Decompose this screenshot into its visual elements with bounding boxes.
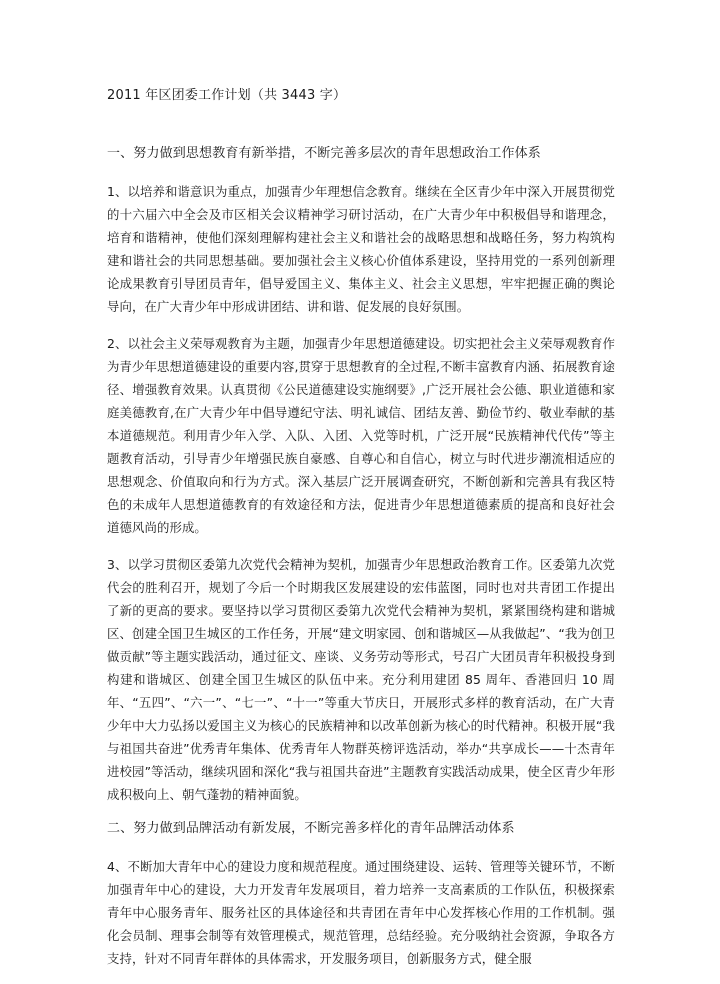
paragraph-4: 4、不断加大青年中心的建设力度和规范程度。通过围绕建设、运转、管理等关键环节，不断加强青年中心的建设，大力开发青年发展项目，着力培养一支高素质的工作队伍，积极探索青年中心服务青年、服务社区的具体途径和共青团在青年中心发挥核心作用的工作机制。强化会员制、理事会制等有效管理模式，规范管理，总结经验。充分吸纳社会资源，争取各方支持，针对不同青年群体的具体需求，开发服务项目，创新服务方式，健全服 [107, 859, 615, 966]
paragraph-2: 2、以社会主义荣辱观教育为主题，加强青少年思想道德建设。切实把社会主义荣辱观教育作为青少年思想道德建设的重要内容,贯穿于思想教育的全过程,不断丰富教育内涵、拓展教育途径、增强教育效果。认真贯彻《公民道德建设实施纲要》,广泛开展社会公德、职业道德和家庭美德教育,在广大青少年中倡导遵纪守法、明礼诚信、团结友善、勤俭节约、敬业奉献的基本道德规范。利用青少年入学、入队、入团、入党等时机，广泛开展“民族精神代代传”等主题教育活动，引导青少年增强民族自豪感、自尊心和自信心，树立与时代进步潮流相适应的思想观念、价值取向和行为方式。深入基层广泛开展调查研究，不断创新和完善具有我区特色的未成年人思想道德教育的有效途径和方法，促进青少年思想道德素质的提高和良好社会道德风尚的形成。 [107, 336, 615, 535]
document-body [107, 145, 615, 984]
section-1-heading: 一、努力做到思想教育有新举措，不断完善多层次的青年思想政治工作体系 [107, 146, 541, 161]
paragraph-3: 3、以学习贯彻区委第九次党代会精神为契机，加强青少年思想政治教育工作。区委第九次党代会的胜利召开，规划了今后一个时期我区发展建设的宏伟蓝图，同时也对共青团工作提出了新的更高的要求。要坚持以学习贯彻区委第九次党代会精神为契机，紧紧围绕构建和谐城区、创建全国卫生城区的工作任务，开展“建文明家园、创和谐城区—从我做起”、“我为创卫做贡献”等主题实践活动，通过征文、座谈、义务劳动等形式，号召广大团员青年积极投身到构建和谐城区、创建全国卫生城区的队伍中来。充分利用建团 85 周年、香港回归 10 周年、“五四”、“六一”、“七一”、“十一”等重大节庆日，开展形式多样的教育活动，在广大青少年中大力弘扬以爱国主义为核心的民族精神和以改革创新为核心的时代精神。积极开展“我与祖国共奋进”优秀青年集体、优秀青年人物群英榜评选活动，举办“共享成长——十杰青年进校园”等活动，继续巩固和深化“我与祖国共奋进”主题教育实践活动成果，使全区青少年形成积极向上、朝气蓬勃的精神面貌。 [107, 557, 615, 802]
paragraph-1: 1、以培养和谐意识为重点，加强青少年理想信念教育。继续在全区青少年中深入开展贯彻党的十六届六中全会及市区相关会议精神学习研讨活动，在广大青少年中积极倡导和谐理念，培育和谐精神，使他们深刻理解构建社会主义和谐社会的战略思想和战略任务，努力构筑构建和谐社会的共同思想基础。要加强社会主义核心价值体系建设，坚持用党的一系列创新理论成果教育引导团员青年，倡导爱国主义、集体主义、社会主义思想，牢牢把握正确的舆论导向，在广大青少年中形成讲团结、讲和谐、促发展的良好氛围。 [107, 184, 615, 314]
section-2-heading: 二、努力做到品牌活动有新发展，不断完善多样化的青年品牌活动体系 [107, 821, 515, 836]
document-title: 2011 年区团委工作计划（共 3443 字） [107, 88, 347, 103]
